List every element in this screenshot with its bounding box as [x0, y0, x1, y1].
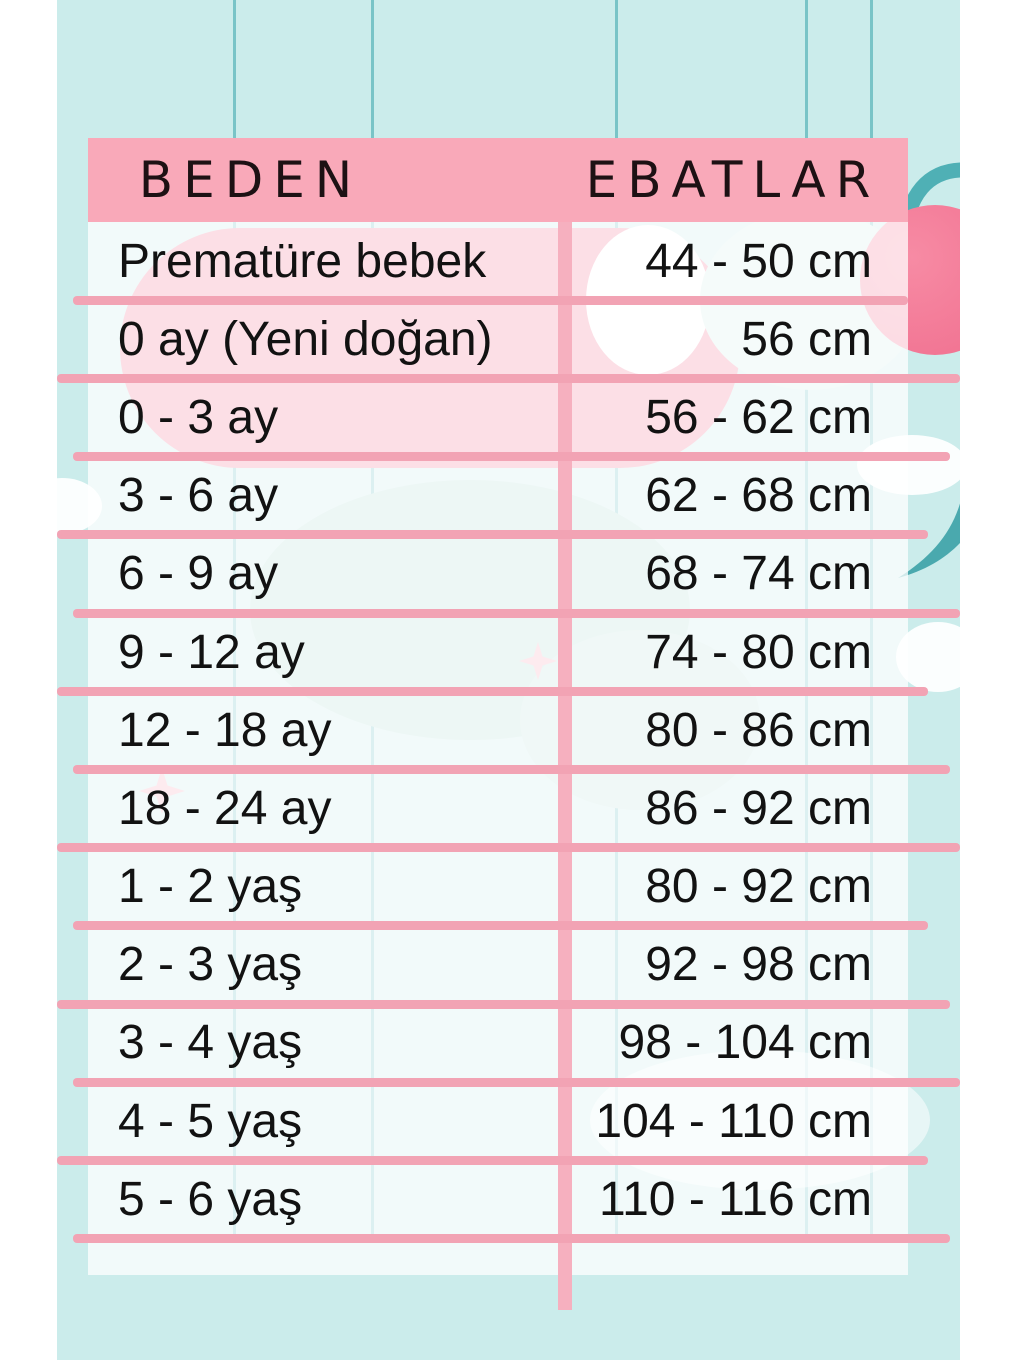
table-row [88, 613, 908, 691]
table-row [88, 535, 908, 613]
size-chart-table [88, 138, 908, 1276]
table-row [88, 926, 908, 1004]
table-row [88, 457, 908, 535]
row-divider [57, 843, 960, 852]
size-cell: 9 - 12 ay [118, 625, 305, 679]
table-row [88, 378, 908, 456]
table-row [88, 1082, 908, 1160]
dimension-cell: 56 - 62 cm [645, 390, 872, 444]
size-cell: 6 - 9 ay [118, 547, 279, 601]
table-row [88, 769, 908, 847]
dimension-cell: 110 - 116 cm [598, 1172, 872, 1226]
size-cell: 0 - 3 ay [118, 390, 279, 444]
dimension-cell: 68 - 74 cm [645, 547, 872, 601]
table-row [88, 1160, 908, 1238]
dimension-cell: 98 - 104 cm [618, 1016, 872, 1070]
row-divider [57, 1156, 928, 1165]
size-cell: 3 - 4 yaş [118, 1016, 303, 1070]
dimension-cell: 92 - 98 cm [645, 938, 872, 992]
row-divider [73, 1234, 950, 1243]
table-header-row [88, 138, 908, 222]
dimension-cell: 80 - 86 cm [645, 703, 872, 757]
size-cell: 0 ay (Yeni doğan) [118, 312, 493, 366]
dimension-cell: 86 - 92 cm [645, 781, 872, 835]
row-divider [73, 296, 908, 305]
dimension-cell: 62 - 68 cm [645, 469, 872, 523]
row-divider [57, 530, 928, 539]
dimension-cell: 80 - 92 cm [645, 860, 872, 914]
row-divider [73, 609, 960, 618]
header-beden: BEDEN [138, 151, 363, 209]
size-cell: 4 - 5 yaş [118, 1094, 303, 1148]
table-row [88, 1004, 908, 1082]
dimension-cell: 104 - 110 cm [595, 1094, 872, 1148]
row-divider [73, 452, 950, 461]
size-cell: 12 - 18 ay [118, 703, 332, 757]
size-cell: 18 - 24 ay [118, 781, 332, 835]
row-divider [73, 765, 950, 774]
row-divider [73, 921, 928, 930]
table-row [88, 300, 908, 378]
row-divider [57, 687, 928, 696]
dimension-cell: 74 - 80 cm [645, 625, 872, 679]
table-row [88, 691, 908, 769]
size-cell: 3 - 6 ay [118, 469, 279, 523]
size-cell: 5 - 6 yaş [118, 1172, 303, 1226]
row-divider [57, 1000, 950, 1009]
dimension-cell: 56 cm [741, 312, 872, 366]
header-ebatlar: EBATLAR [585, 151, 881, 209]
size-cell: 2 - 3 yaş [118, 938, 303, 992]
row-divider [57, 374, 960, 383]
table-row-empty [88, 1238, 908, 1275]
dimension-cell: 44 - 50 cm [645, 234, 872, 288]
table-row [88, 848, 908, 926]
size-cell: Prematüre bebek [118, 234, 487, 288]
row-divider [73, 1078, 960, 1087]
size-cell: 1 - 2 yaş [118, 860, 303, 914]
table-row [88, 222, 908, 300]
